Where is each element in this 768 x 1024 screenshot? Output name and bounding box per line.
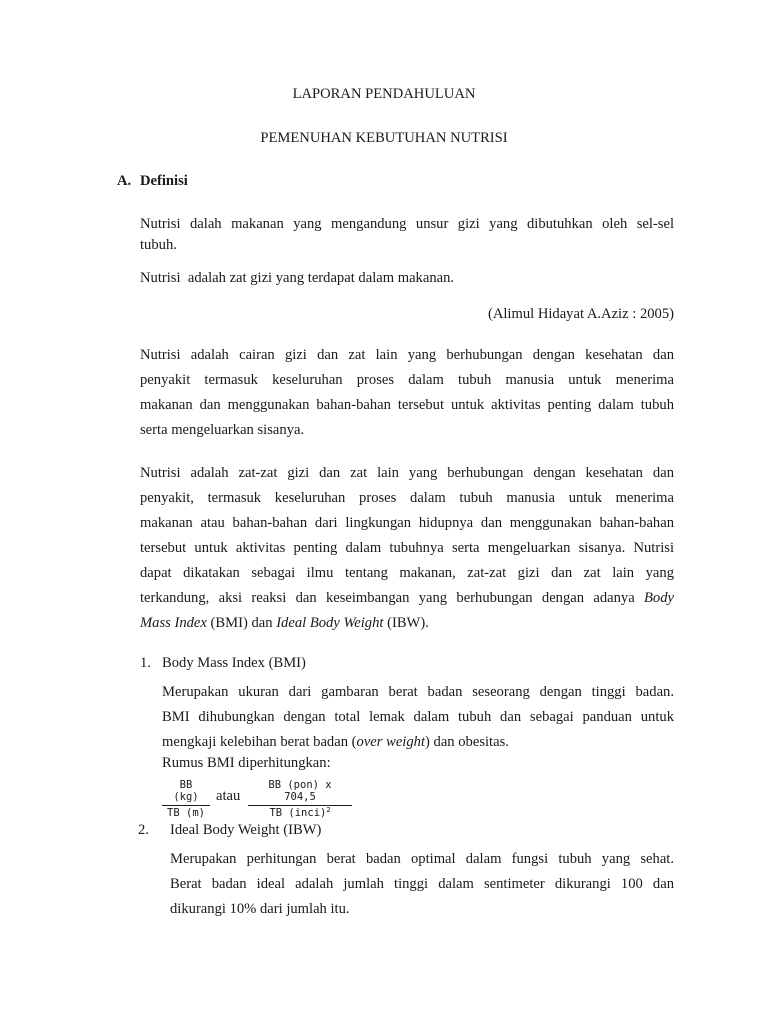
list-item-1-body <box>162 680 674 755</box>
paragraph-1-line: tubuh. <box>140 237 177 253</box>
list-item-1-marker: 1. <box>140 655 151 671</box>
formula-or: atau <box>216 788 241 804</box>
formula-label: Rumus BMI diperhitungkan: <box>162 755 331 771</box>
list-item-2-line: Berat badan ideal adalah jumlah tinggi dalam sentimeter dikurangi 100 dan <box>170 876 674 892</box>
paragraph-3-line: penyakit termasuk keseluruhan proses dalam tubuh manusia untuk menerima <box>140 372 674 388</box>
formula-denominator: TB (m) <box>167 807 205 819</box>
list-item-2-body <box>170 847 674 922</box>
paragraph-3-line: makanan dan menggunakan bahan-bahan tersebut untuk aktivitas penting dalam tubuh <box>140 397 674 413</box>
paragraph-4-line: Nutrisi adalah zat-zat gizi dan zat lain yang berhubungan dengan kesehatan dan <box>140 465 674 481</box>
list-item-2-title: Ideal Body Weight (IBW) <box>170 822 322 838</box>
list-item-2-marker: 2. <box>138 822 149 838</box>
citation: (Alimul Hidayat A.Aziz : 2005) <box>487 306 674 322</box>
paragraph-1-line: Nutrisi dalah makanan yang mengandung unsur gizi yang dibutuhkan oleh sel-sel <box>140 216 674 232</box>
paragraph-4 <box>140 461 674 636</box>
paragraph-4-line: Mass Index (BMI) dan Ideal Body Weight (IBW). <box>140 615 429 631</box>
document-subtitle: PEMENUHAN KEBUTUHAN NUTRISI <box>260 130 508 146</box>
formula-numerator: BB (pon) x 704,5 <box>268 779 332 803</box>
paragraph-3-line: serta mengeluarkan sisanya. <box>140 422 305 438</box>
list-item-1-line: BMI dihubungkan dengan total lemak dalam tubuh dan sebagai panduan untuk <box>162 709 674 725</box>
paragraph-4-line: dapat dikatakan sebagai ilmu tentang makanan, zat-zat gizi dan zat lain yang <box>140 565 674 581</box>
paragraph-4-line: penyakit, termasuk keseluruhan proses dalam tubuh manusia untuk menerima <box>140 490 674 506</box>
bmi-formula-metric <box>162 779 210 819</box>
document-title: LAPORAN PENDAHULUAN <box>292 86 476 102</box>
list-item-2-line: Merupakan perhitungan berat badan optimal dalam fungsi tubuh yang sehat. <box>170 851 674 867</box>
paragraph-4-line: tersebut untuk aktivitas penting dalam tubuhnya serta mengeluarkan sisanya. Nutrisi <box>140 540 674 556</box>
bmi-formula-imperial <box>248 779 352 819</box>
paragraph-4-line: makanan atau bahan-bahan dari lingkungan hidupnya dan menggunakan bahan-bahan <box>140 515 674 531</box>
paragraph-3 <box>140 343 674 443</box>
formula-denominator: TB (inci)$^2$ <box>269 806 331 819</box>
paragraph-3-line: Nutrisi adalah cairan gizi dan zat lain yang berhubungan dengan kesehatan dan <box>140 347 674 363</box>
list-item-1-title: Body Mass Index (BMI) <box>162 655 306 671</box>
paragraph-4-line: terkandung, aksi reaksi dan keseimbangan yang berhubungan dengan adanya Body <box>140 590 674 606</box>
formula-numerator: BB (kg) <box>173 779 199 803</box>
list-item-1-line: mengkaji kelebihan berat badan (over weight) dan obesitas. <box>162 734 509 750</box>
list-item-2-line: dikurangi 10% dari jumlah itu. <box>170 901 350 917</box>
section-marker: A. <box>117 173 132 189</box>
list-item-1-line: Merupakan ukuran dari gambaran berat badan seseorang dengan tinggi badan. <box>162 684 674 700</box>
section-heading: Definisi <box>140 173 188 189</box>
paragraph-2: Nutrisi adalah zat gizi yang terdapat dalam makanan. <box>140 270 455 286</box>
paragraph-1 <box>140 214 674 256</box>
